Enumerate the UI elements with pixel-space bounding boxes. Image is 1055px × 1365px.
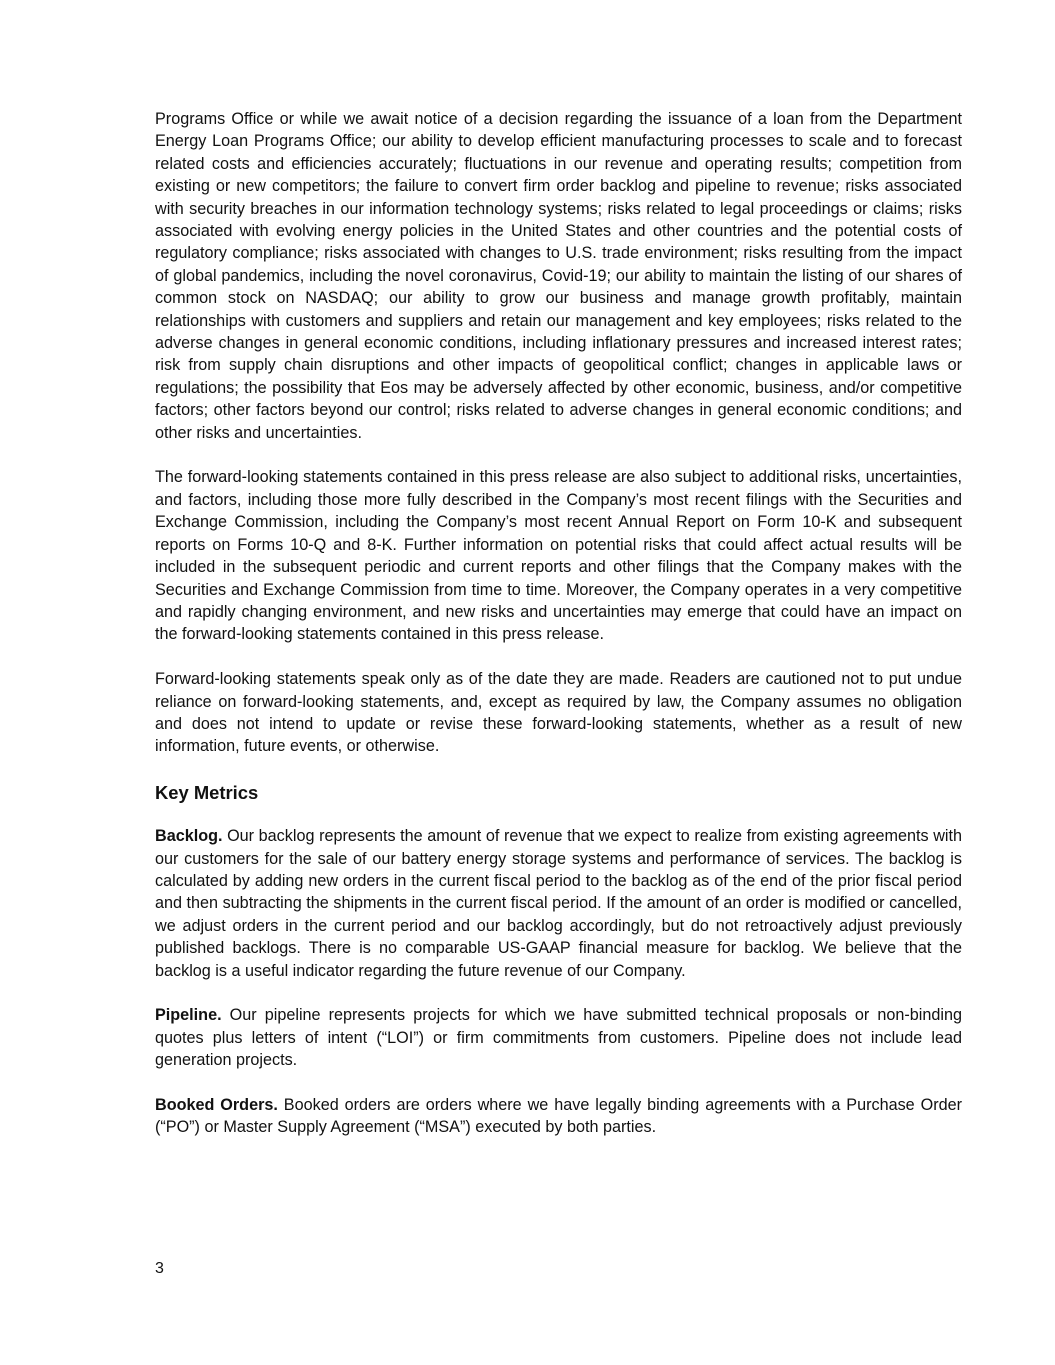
- pipeline-definition: [155, 1004, 962, 1071]
- paragraph-spacer: [155, 982, 962, 1004]
- backlog-term: Backlog.: [155, 827, 223, 846]
- heading-spacer: [155, 805, 962, 825]
- paragraph-spacer: [155, 444, 962, 466]
- paragraph-spacer: [155, 758, 962, 780]
- forward-looking-disclaimer-paragraph: Forward-looking statements speak only as of the date they are made. Readers are cautioned not to put undue reliance on forward-looking statements, and, except as required by law, the Company assumes no obligation and does not intend to update or revise these forward-looking statements, whether as a result of new information, future events, or otherwise.: [155, 670, 962, 756]
- additional-risks-paragraph: The forward-looking statements contained in this press release are also subject to additional risks, uncertainties, and factors, including those more fully described in the Company’s most recent filings with the Securities and Exchange Commission, including the Company’s most recent Annual Report on Form 10-K and subsequent reports on Forms 10-Q and 8-K. Further information on potential risks that could affect actual results will be included in the subsequent periodic and current reports and other filings that the Company makes with the Securities and Exchange Commission from time to time. Moreover, the Company operates in a very competitive and rapidly changing environment, and new risks and uncertainties may emerge that could have an impact on the forward-looking statements contained in this press release.: [155, 468, 962, 644]
- paragraph-spacer: [155, 646, 962, 668]
- risk-factors-paragraph: Programs Office or while we await notice of a decision regarding the issuance of a loan from the Department Energy Loan Programs Office; our ability to develop efficient manufacturing processes to scale and to forecast related costs and efficiencies accurately; fluctuations in our revenue and operating results; competition from existing or new competitors; the failure to convert firm order backlog and pipeline to revenue; risks associated with security breaches in our information technology systems; risks related to legal proceedings or claims; risks associated with evolving energy policies in the United States and other countries and the potential costs of regulatory compliance; risks associated with changes to U.S. trade environment; risks resulting from the impact of global pandemics, including the novel coronavirus, Covid-19; our ability to maintain the listing of our shares of common stock on NASDAQ; our ability to grow our business and manage growth profitably, maintain relationships with customers and suppliers and retain our management and key employees; risks related to the adverse changes in general economic conditions, including inflationary pressures and increased interest rates; risk from supply chain disruptions and other impacts of geopolitical conflict; changes in applicable laws or regulations; the possibility that Eos may be adversely affected by other economic, business, and/or competitive factors; other factors beyond our control; risks related to adverse changes in general economic conditions; and other risks and uncertainties.: [155, 110, 962, 442]
- backlog-definition: [155, 825, 962, 982]
- booked-orders-definition: [155, 1094, 962, 1139]
- booked-orders-text: Booked orders are orders where we have legally binding agreements with a Purchase Order (“PO”) or Master Supply Agreement (“MSA”) executed by both parties.: [155, 1095, 962, 1137]
- paragraph-spacer: [155, 1072, 962, 1094]
- backlog-text: Our backlog represents the amount of revenue that we expect to realize from existing agreements with our customers for the sale of our battery energy storage systems and performance of services. The backlog is calculated by adding new orders in the current fiscal period to the backlog as of the end of the prior fiscal period and then subtracting the shipments in the current fiscal period. If the amount of an order is modified or cancelled, we adjust orders in the current period and our backlog accordingly, but do not retroactively adjust previously published backlogs. There is no comparable US-GAAP financial measure for backlog. We believe that the backlog is a useful indicator regarding the future revenue of our Company.: [155, 827, 962, 980]
- document-body: [155, 108, 962, 1139]
- key-metrics-heading: Key Metrics: [155, 782, 259, 804]
- booked-orders-term: Booked Orders.: [155, 1095, 278, 1114]
- pipeline-text: Our pipeline represents projects for which we have submitted technical proposals or non-binding quotes plus letters of intent (“LOI”) or firm commitments from customers. Pipeline does not include lead generation projects.: [155, 1006, 962, 1070]
- pipeline-term: Pipeline.: [155, 1006, 222, 1025]
- page-number: 3: [155, 1260, 164, 1277]
